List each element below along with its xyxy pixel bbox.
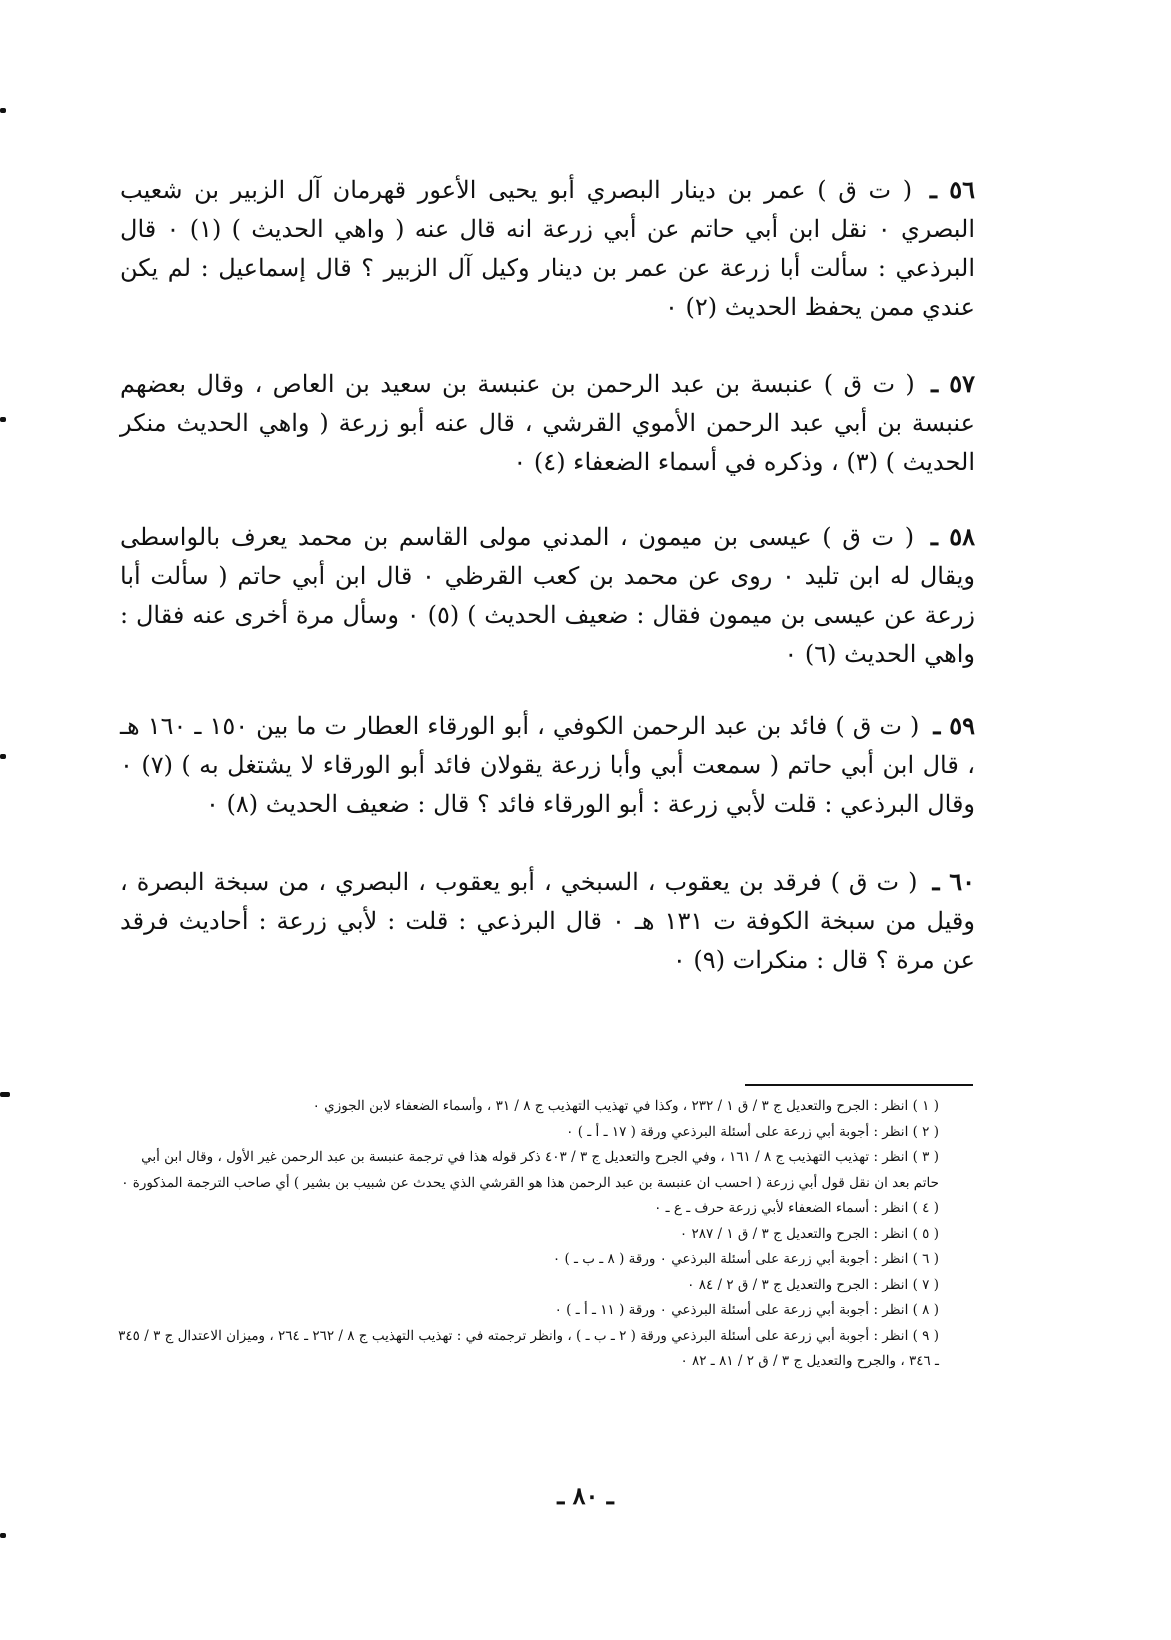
entry-56 xyxy=(120,170,975,327)
entry-text: ( ت ق ) عيسى بن ميمون ، المدني مولى القاسم بن محمد يعرف بالواسطى ويقال له ابن تليد ٠ روى عن محمد بن كعب القرظي ٠ قال ابن أبي حاتم ( سألت أبا زرعة عن عيسى بن ميمون فقال : ضعيف الحديث ) (٥) ٠ وسأل مرة أخرى عنه فقال : واهي الحديث (٦) ٠ xyxy=(120,523,976,668)
footnote-4: ( ٤ ) انظر : أسماء الضعفاء لأبي زرعة حرف ـ ع ـ ٠ xyxy=(654,1200,939,1216)
footnote-3: ( ٣ ) انظر : تهذيب التهذيب ج ٨ / ١٦١ ، وفي الجرح والتعديل ج ٣ / ٤٠٣ ذكر قوله هذا في ترجمة عنبسة بن عبد الرحمن غير الأول ، وقال ابن أبي حاتم بعد ان نقل قول أبي زرعة ( احسب ان عنبسة بن عبد الرحمن هذا هو القرشي الذي يحدث عن شبيب بن بشير ) أي صاحب الترجمة المذكورة ٠ xyxy=(121,1149,939,1191)
footnote-7: ( ٧ ) انظر : الجرح والتعديل ج ٣ / ق ٢ / ٨٤ ٠ xyxy=(687,1276,939,1293)
entry-text: ( ت ق ) فائد بن عبد الرحمن الكوفي ، أبو الورقاء العطار ت ما بين ١٥٠ ـ ١٦٠ هـ ، قال ابن أبي حاتم ( سمعت أبي وأبا زرعة يقولان فائد أبو الورقاء لا يشتغل به ) (٧) ٠ وقال البرذعي : قلت لأبي زرعة : أبو الورقاء فائد ؟ قال : ضعيف الحديث (٨) ٠ xyxy=(120,712,975,818)
scan-margin-mark xyxy=(0,1533,6,1538)
footnote-9: ( ٩ ) انظر : أجوبة أبي زرعة على أسئلة البرذعي ورقة ( ٢ ـ ب ـ ) ، وانظر ترجمته في : تهذيب التهذيب ج ٨ / ٢٦٢ ـ ٢٦٤ ، وميزان الاعتدال ج ٣ / ٣٤٥ ـ ٣٤٦ ، والجرح والتعديل ج ٣ / ق ٢ / ٨١ ـ ٨٢ ٠ xyxy=(118,1327,939,1369)
scan-margin-mark xyxy=(0,1092,10,1097)
entry-number: ٦٠ ـ xyxy=(932,867,975,896)
footnote-8: ( ٨ ) انظر : أجوبة أبي زرعة على أسئلة البرذعي ٠ ورقة ( ١١ ـ أ ـ ) ٠ xyxy=(554,1302,939,1318)
entry-text: ( ت ق ) عمر بن دينار البصري أبو يحيى الأعور قهرمان آل الزبير بن شعيب البصري ٠ نقل ابن أبي حاتم عن أبي زرعة انه قال عنه ( واهي الحديث ) (١) ٠ قال البرذعي : سألت أبا زرعة عن عمر بن دينار وكيل آل الزبير ؟ قال إسماعيل : لم يكن عندي ممن يحفظ الحديث (٢) ٠ xyxy=(120,176,976,321)
entry-text: ( ت ق ) فرقد بن يعقوب ، السبخي ، أبو يعقوب ، البصري ، من سبخة البصرة ، وقيل من سبخة الكوفة ت ١٣١ هـ ٠ قال البرذعي : قلت : لأبي زرعة : أحاديث فرقد عن مرة ؟ قال : منكرات (٩) ٠ xyxy=(120,868,975,974)
scan-margin-mark xyxy=(0,754,6,759)
footnote-1: ( ١ ) انظر : الجرح والتعديل ج ٣ / ق ١ / ٢٣٢ ، وكذا في تهذيب التهذيب ج ٨ / ٣١ ، وأسماء الضعفاء لابن الجوزي ٠ xyxy=(312,1098,939,1114)
entry-60 xyxy=(120,862,975,980)
entry-text: ( ت ق ) عنبسة بن عبد الرحمن بن عنبسة بن سعيد بن العاص ، وقال بعضهم عنبسة بن أبي عبد الرحمن الأموي القرشي ، قال عنه أبو زرعة ( واهي الحديث منكر الحديث ) (٣) ، وذكره في أسماء الضعفاء (٤) ٠ xyxy=(120,370,975,476)
footnote-2: ( ٢ ) انظر : أجوبة أبي زرعة على أسئلة البرذعي ورقة ( ١٧ ـ أ ـ ) ٠ xyxy=(566,1123,939,1140)
entry-number: ٥٩ ـ xyxy=(933,711,975,740)
page-number: ـ ٨٠ ـ xyxy=(557,1481,614,1510)
entry-number: ٥٦ ـ xyxy=(929,175,976,204)
scan-margin-mark xyxy=(0,417,6,422)
footnote-5: ( ٥ ) انظر : الجرح والتعديل ج ٣ / ق ١ / ٢٨٧ ٠ xyxy=(679,1225,939,1242)
footnote-6: ( ٦ ) انظر : أجوبة أبي زرعة على أسئلة البرذعي ٠ ورقة ( ٨ ـ ب ـ ) ٠ xyxy=(552,1251,939,1267)
entry-number: ٥٧ ـ xyxy=(931,369,976,398)
scan-margin-mark xyxy=(0,108,6,113)
footnotes xyxy=(118,1094,975,1375)
entry-59 xyxy=(120,706,975,824)
entry-number: ٥٨ ـ xyxy=(930,522,975,551)
entry-58 xyxy=(120,517,975,674)
entry-57 xyxy=(120,364,975,482)
footnote-divider xyxy=(745,1084,973,1086)
